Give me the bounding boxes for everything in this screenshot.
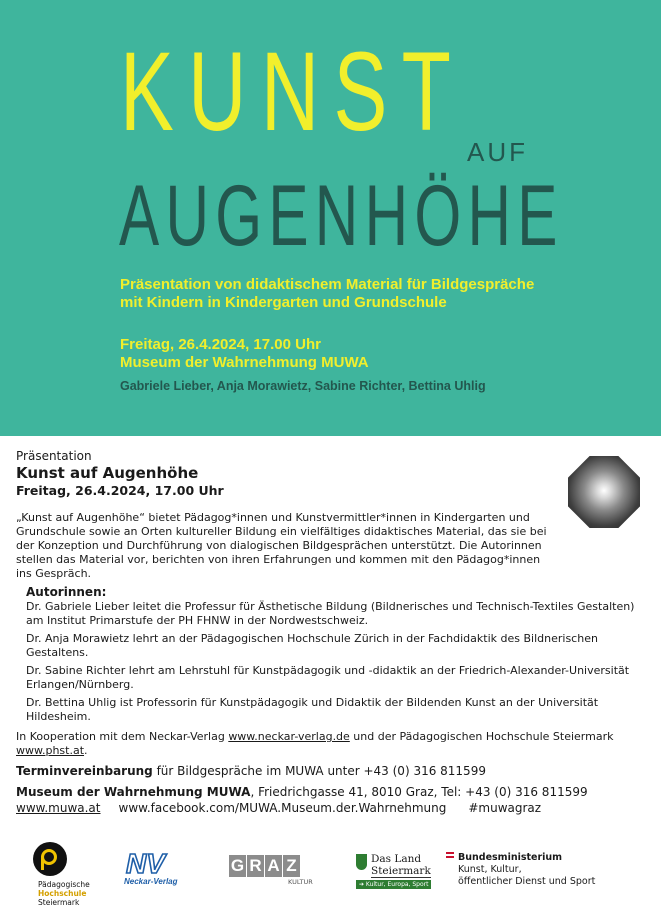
ph-steiermark-logo-text xyxy=(38,880,90,907)
graz-kultur-text: KULTUR xyxy=(288,878,313,886)
event-details xyxy=(16,449,651,816)
facebook-link[interactable]: www.facebook.com/MUWA.Museum.der.Wahrnehmung xyxy=(118,801,447,815)
title-auf: AUF xyxy=(467,137,528,167)
bm-line: öffentlicher Dienst und Sport xyxy=(458,876,596,887)
author-bio: Dr. Bettina Uhlig ist Professorin für Kunstpädagogik und Didaktik der Bildenden Kunst an der Universität Hildesheim. xyxy=(26,696,599,723)
booking-text: für Bildgespräche im MUWA unter +43 (0) 316 811599 xyxy=(152,764,486,778)
nv-name: Neckar-Verlag xyxy=(124,877,178,886)
ph-line: Pädagogische xyxy=(38,880,90,889)
bm-line: Bundesministerium xyxy=(458,852,563,863)
header-banner xyxy=(0,0,661,436)
graz-letter: Z xyxy=(283,855,300,877)
author-bio: Dr. Anja Morawietz lehrt an der Pädagogischen Hochschule Zürich in der Fachdidaktik des Bildnerischen Gestaltens. xyxy=(26,632,598,659)
coop-text: und der Pädagogischen Hochschule Steiermark xyxy=(349,730,614,743)
event-title: Kunst auf Augenhöhe xyxy=(16,464,199,482)
author-bio: Dr. Gabriele Lieber leitet die Professur für Ästhetische Bildung (Bildnerisches und Technisch-Textiles Gestalten) am Institut Primarstufe der PH FHNW in der Nordwestschweiz. xyxy=(26,600,635,627)
title-kunst: KUNST xyxy=(120,29,466,154)
bm-line: Kunst, Kultur, xyxy=(458,864,522,875)
authors-section xyxy=(16,585,651,724)
graz-letter: A xyxy=(265,855,282,877)
nv-letters: NV xyxy=(126,848,165,879)
banner-date-line: Freitag, 26.4.2024, 17.00 Uhr xyxy=(120,336,321,353)
steiermark-subline: ➔ Kultur, Europa, Sport xyxy=(356,880,431,889)
booking-label: Terminvereinbarung xyxy=(16,764,153,778)
cooperation-note xyxy=(16,730,651,758)
event-date: Freitag, 26.4.2024, 17.00 Uhr xyxy=(16,483,224,498)
banner-subtitle: Präsentation von didaktischem Material für Bildgespräche mit Kindern in Kindergarten und Grundschule xyxy=(120,276,535,311)
neckar-verlag-logo xyxy=(122,848,196,886)
museum-name: Museum der Wahrnehmung MUWA xyxy=(16,785,251,799)
banner-venue-line: Museum der Wahrnehmung MUWA xyxy=(120,354,369,371)
title-augenhoehe: AUGENHÖHE xyxy=(119,168,564,264)
intro-paragraph: „Kunst auf Augenhöhe“ bietet Pädagog*innen und Kunstvermittler*innen in Kindergarten und Grundschule sowie an Orten kultureller Bildung ein vielfältiges didaktisches Material, das sie bei der Konzeption und Durchführung von dialogischen Bildgesprächen unterstützt. Die Autorinnen stellen das Material vor, berichten von ihren Erfahrungen und kommen mit den Pädagog*innen ins Gespräch. xyxy=(16,511,547,580)
stm-line: Steiermark xyxy=(371,865,431,877)
kicker: Präsentation xyxy=(16,449,92,463)
austria-flag-icon xyxy=(446,852,454,858)
steiermark-title xyxy=(371,853,431,878)
coop-text: In Kooperation mit dem Neckar-Verlag xyxy=(16,730,229,743)
ph-line: Hochschule xyxy=(38,889,87,898)
steiermark-shield-icon xyxy=(356,854,367,870)
ph-steiermark-logo-icon xyxy=(33,842,67,876)
neckar-verlag-link[interactable]: www.neckar-verlag.de xyxy=(228,730,350,743)
hashtag: #muwagraz xyxy=(468,801,542,815)
banner-authors: Gabriele Lieber, Anja Morawietz, Sabine Richter, Bettina Uhlig xyxy=(120,379,486,393)
author-bio: Dr. Sabine Richter lehrt am Lehrstuhl für Kunstpädagogik und -didaktik an der Friedrich-Alexander-Universität Erlangen/Nürnberg. xyxy=(26,664,630,691)
bundesministerium-text xyxy=(458,852,595,888)
graz-letter: R xyxy=(247,855,264,877)
museum-address: , Friedrichgasse 41, 8010 Graz, Tel: +43 (0) 316 811599 xyxy=(250,785,588,799)
coop-text: . xyxy=(84,744,88,757)
muwa-website-link[interactable]: www.muwa.at xyxy=(16,801,101,815)
museum-line xyxy=(16,784,651,800)
graz-letter: G xyxy=(230,856,245,875)
booking-line xyxy=(16,763,651,779)
authors-heading: Autorinnen: xyxy=(26,585,107,599)
phst-link[interactable]: www.phst.at xyxy=(16,744,85,757)
web-links xyxy=(16,800,651,816)
banner-date xyxy=(120,336,369,372)
ph-line: Steiermark xyxy=(38,898,80,907)
stm-line: Das Land xyxy=(371,853,422,865)
